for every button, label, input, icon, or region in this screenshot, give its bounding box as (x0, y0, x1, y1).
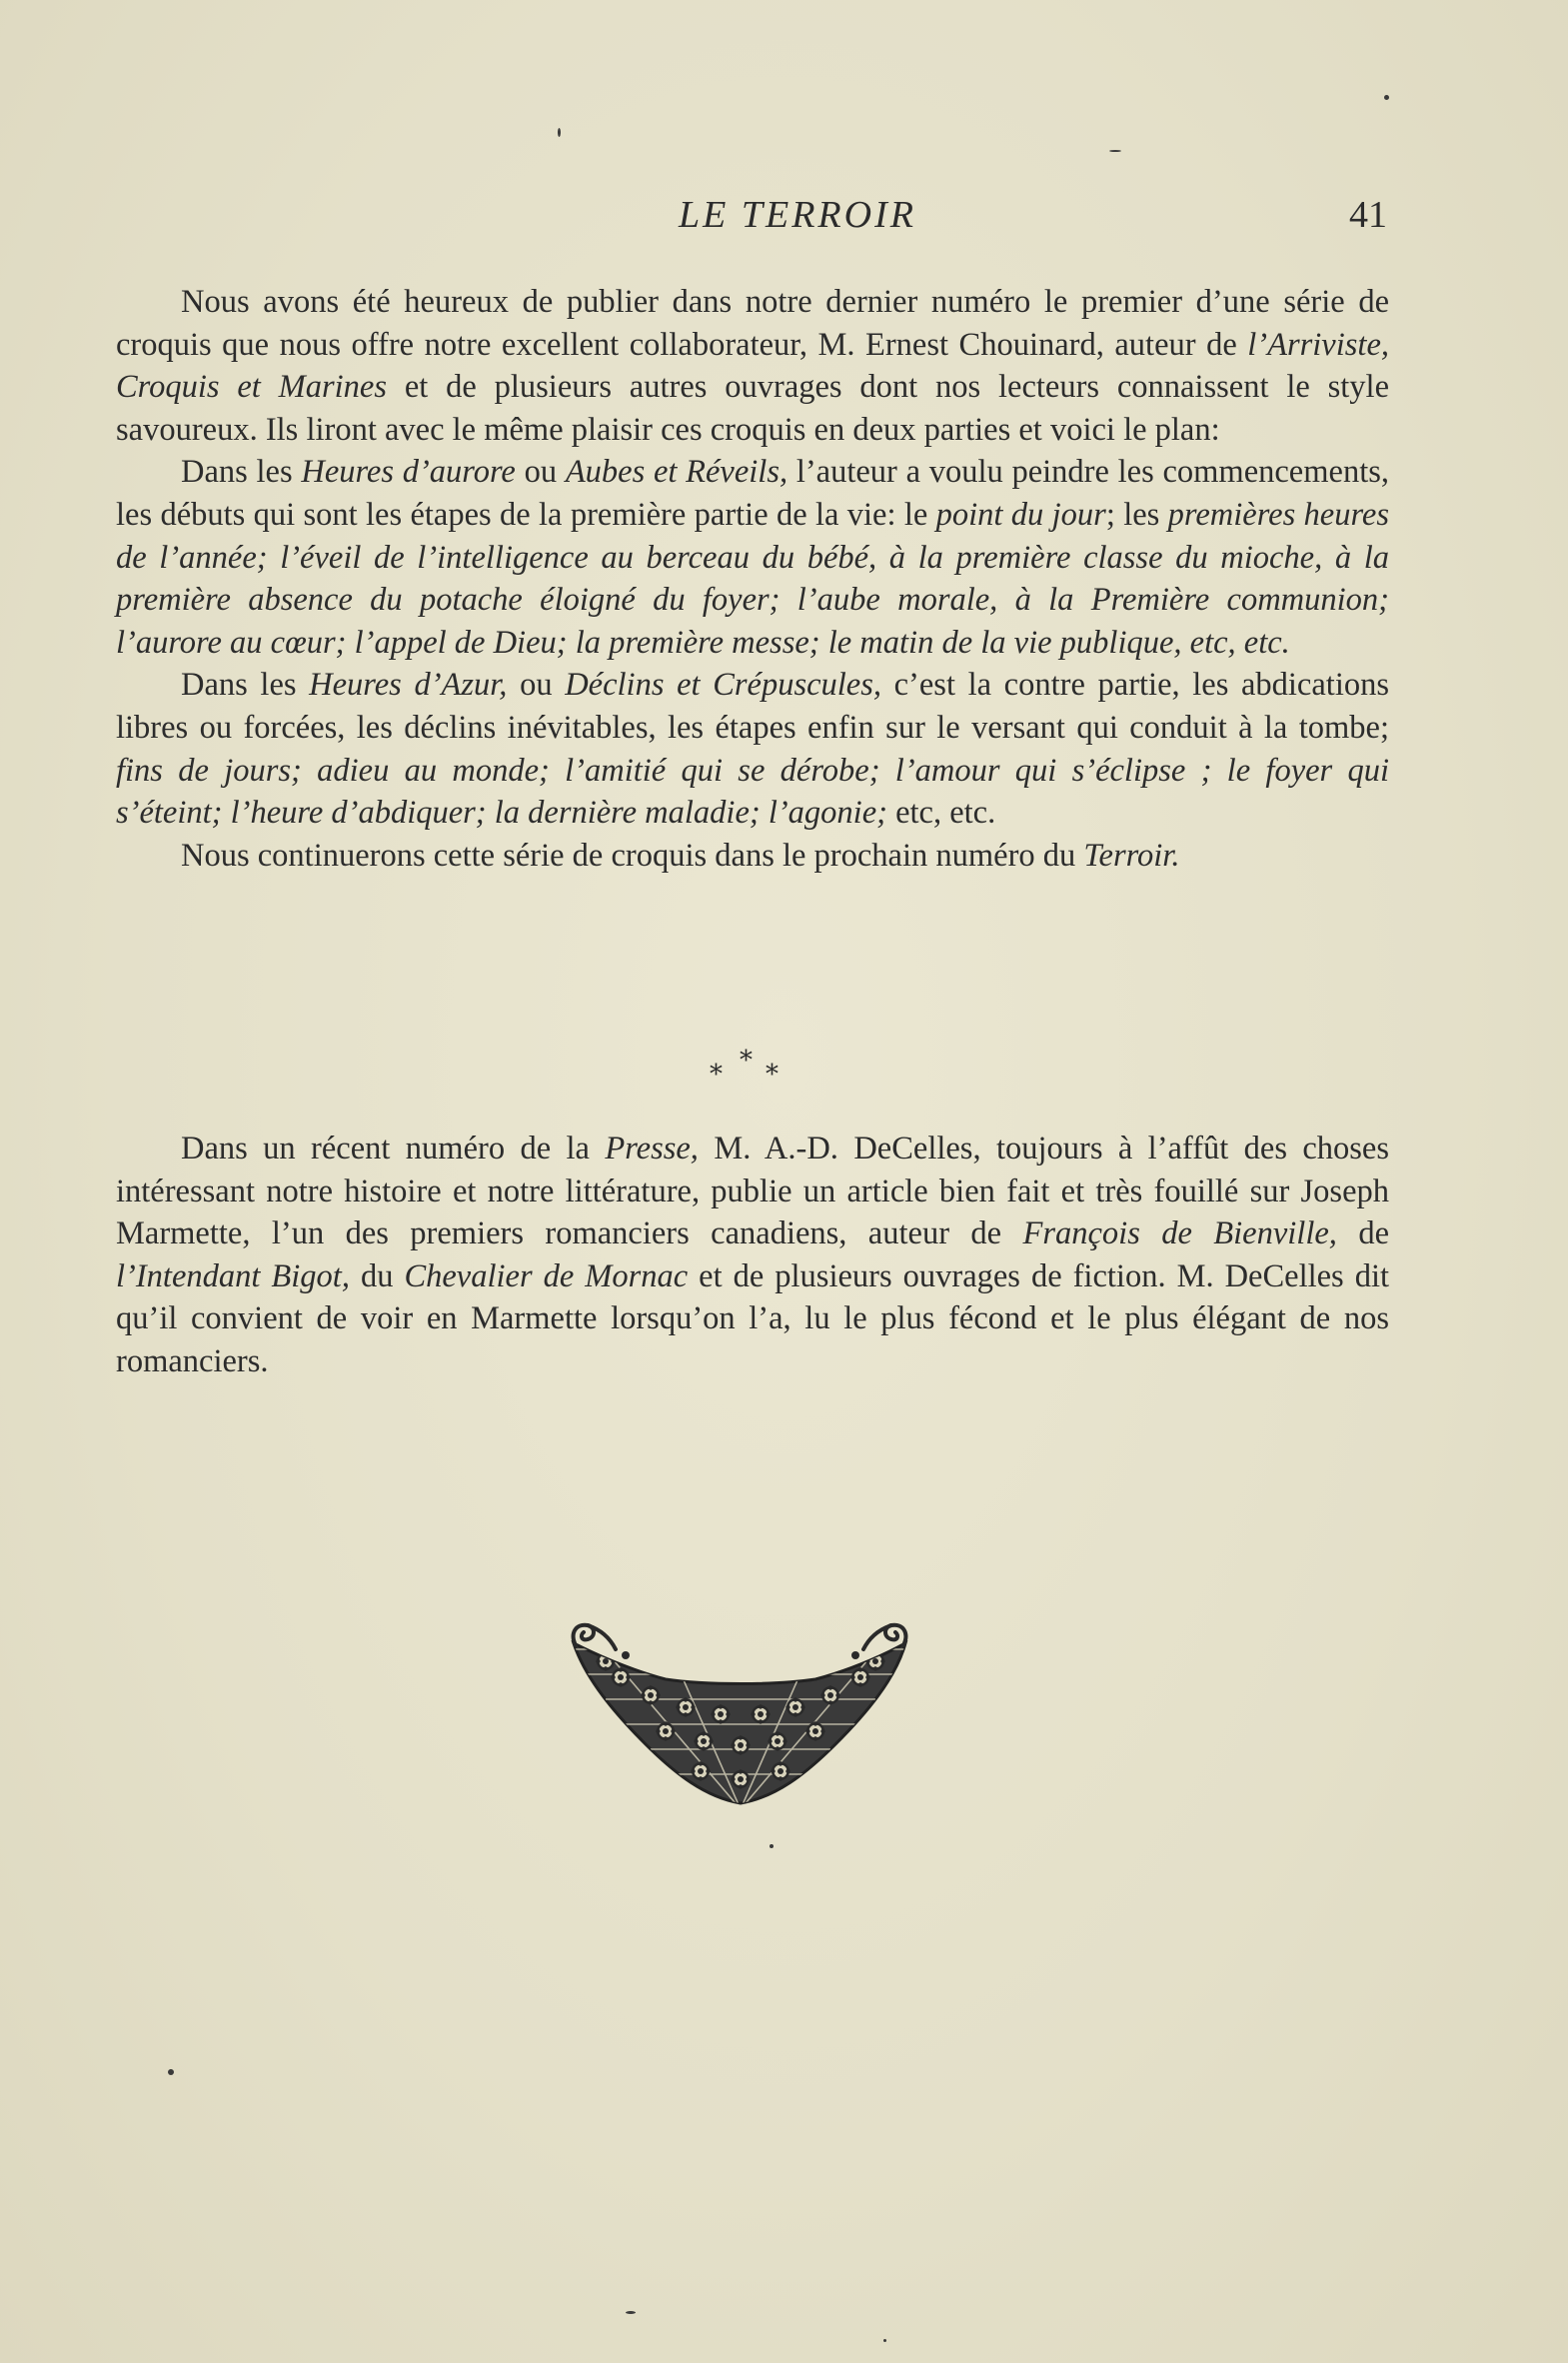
italic-text-run: Déclins et Crépuscules, (565, 667, 881, 704)
paper-speck (558, 128, 561, 137)
asterisk-left: * (710, 1060, 723, 1090)
article-section-marmette (116, 1128, 1389, 1383)
text-run: Dans les (181, 667, 310, 704)
paper-speck (770, 1844, 774, 1848)
text-run: ; les (1105, 496, 1168, 533)
text-run: ou (515, 454, 566, 491)
paragraph (116, 1128, 1389, 1383)
journal-title: LE TERROIR (679, 194, 916, 236)
italic-text-run: point du jour (935, 496, 1106, 533)
paper-speck (1384, 95, 1389, 100)
article-section-croquis (116, 281, 1389, 877)
text-run: Nous avons été heureux de publier dans notre dernier numéro le premier d’une série de croquis que nous offre notre excellent collaborateur, M. Ernest Chouinard, auteur de (116, 284, 1389, 363)
floral-tailpiece-ornament-icon (566, 1619, 915, 1819)
paper-speck (883, 2339, 886, 2342)
italic-text-run: l’Arriviste, Croquis et Marines (116, 326, 1389, 406)
paragraph (116, 281, 1389, 451)
italic-text-run: fins de jours; adieu au monde; l’amitié qui se dérobe; l’amour qui s’éclipse ; le foyer qui s’éteint; l’heure d’abdiquer; la dernière maladie; l’agonie; (116, 752, 1389, 832)
italic-text-run: François de Bienville, (1022, 1215, 1337, 1252)
paper-speck (168, 2069, 174, 2075)
italic-text-run: Aubes et Réveils, (565, 454, 788, 491)
italic-text-run: Heures d’Azur, (309, 667, 508, 704)
paper-speck (1109, 150, 1121, 152)
running-head (118, 193, 1387, 243)
text-run: c’est la contre partie, les abdications libres ou forcées, les déclins inévitables, les étapes enfin sur le versant qui conduit à la tombe; (116, 667, 1389, 746)
asterisk-right: * (766, 1060, 779, 1090)
paper-speck (626, 2311, 636, 2314)
paragraph (116, 835, 1389, 878)
italic-text-run: l’Intendant Bigot, (116, 1257, 350, 1294)
italic-text-run: Terroir. (1083, 837, 1180, 874)
text-run: M. A.-D. DeCelles, toujours à l’affût des choses intéressant notre histoire et notre littérature, publie un article bien fait et très fouillé sur Joseph Marmette, l’un des premiers romanciers canadiens, auteur de (116, 1131, 1390, 1252)
asterisk-top: * (740, 1046, 753, 1076)
paragraph (116, 664, 1389, 834)
page-number: 41 (1349, 194, 1387, 236)
text-run: et de plusieurs ouvrages de fiction. M. DeCelles dit qu’il convient de voir en Marmette lorsqu’on l’a, lu le plus fécond et le plus élégant de nos romanciers. (116, 1257, 1390, 1379)
paragraph (116, 451, 1389, 664)
text-run: Dans un récent numéro de la (181, 1131, 606, 1167)
italic-text-run: Presse, (605, 1131, 699, 1167)
section-separator-asterism (700, 1046, 799, 1090)
text-run: l’auteur a voulu peindre les commencements, les débuts qui sont les étapes de la première partie de la vie: le (116, 454, 1389, 533)
italic-text-run: Chevalier de Mornac (404, 1257, 689, 1294)
italic-text-run: premières heures de l’année; l’éveil de l’intelligence au berceau du bébé, à la première classe du mioche, à la première absence du potache éloigné du foyer; l’aube morale, à la Première communion; l’aurore au cœur; l’appel de Dieu; la première messe; le matin de la vie publique, etc, etc. (116, 496, 1389, 661)
text-run: et de plusieurs autres ouvrages dont nos lecteurs connaissent le style savoureux. Ils liront avec le même plaisir ces croquis en deux parties et voici le plan: (116, 369, 1389, 448)
text-run: du (349, 1257, 405, 1294)
italic-text-run: Heures d’aurore (301, 454, 516, 491)
text-run: etc, etc. (886, 795, 996, 832)
text-run: Dans les (181, 454, 302, 491)
text-run: de (1336, 1215, 1389, 1252)
text-run: ou (507, 667, 566, 704)
text-run: Nous continuerons cette série de croquis dans le prochain numéro du (181, 837, 1084, 874)
